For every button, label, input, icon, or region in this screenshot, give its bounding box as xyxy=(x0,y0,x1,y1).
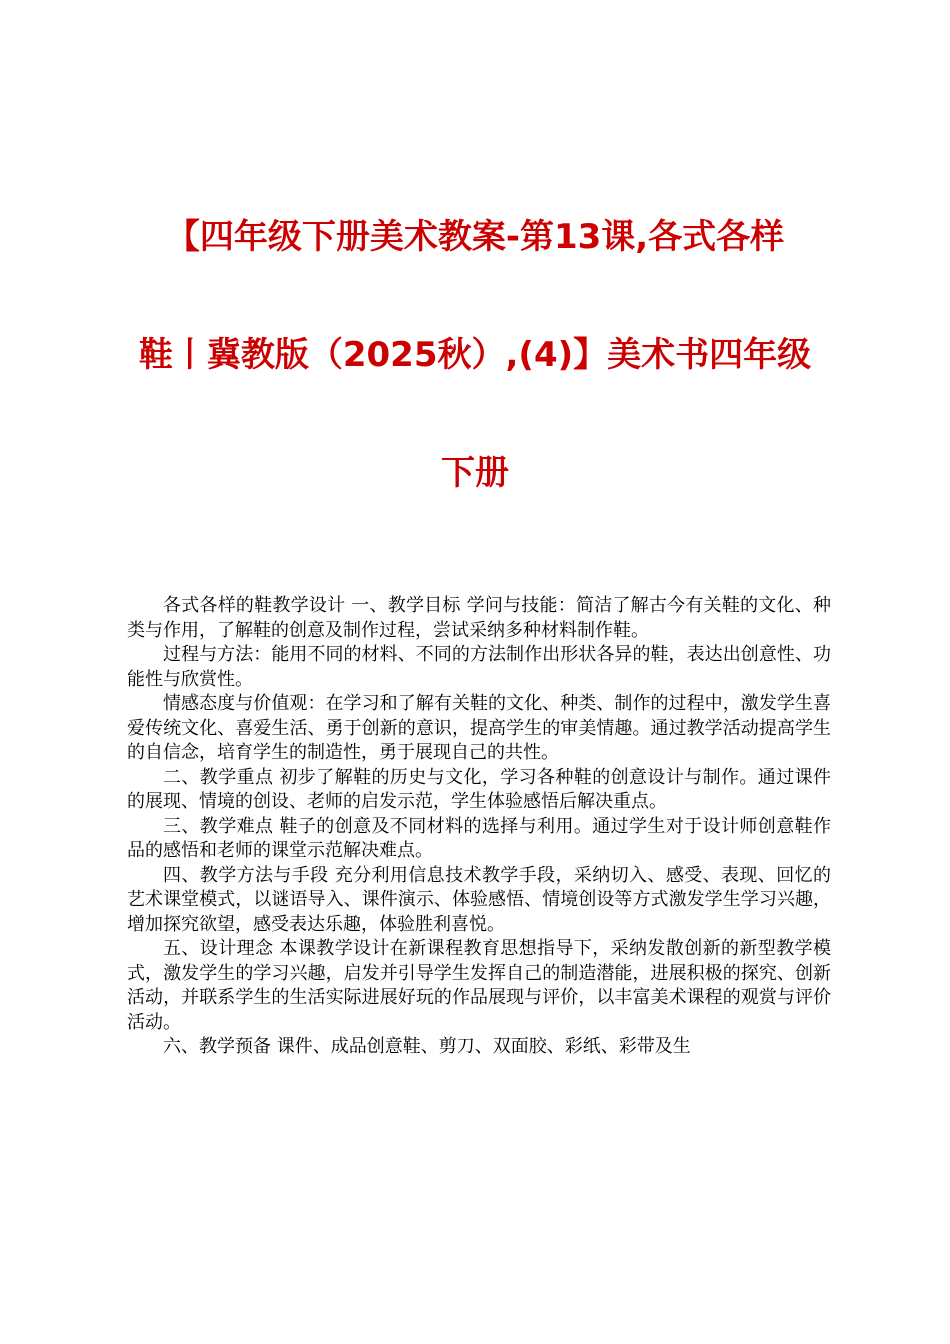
paragraph-process-method: 过程与方法：能用不同的材料、不同的方法制作出形状各异的鞋，表达出创意性、功能性与欣赏性。 xyxy=(127,644,831,690)
paragraph-emotion-values: 情感态度与价值观：在学习和了解有关鞋的文化、种类、制作的过程中，激发学生喜爱传统文化、喜爱生活、勇于创新的意识，提高学生的审美情趣。通过教学活动提高学生的自信念，培育学生的制造性，勇于展现自己的共性。 xyxy=(127,693,831,763)
title-line-1: 【四年级下册美术教案-第13课,各式各样 xyxy=(165,217,785,257)
paragraph-teaching-methods: 四、教学方法与手段 充分利用信息技术教学手段，采纳切入、感受、表现、回忆的艺术课堂模式，以谜语导入、课件演示、体验感悟、情境创设等方式激发学生学习兴趣，增加探究欲望，感受表达乐趣，体验胜利喜悦。 xyxy=(127,864,831,935)
title-line-3: 下册 xyxy=(441,453,509,493)
document-title xyxy=(100,178,850,532)
paragraph-teaching-difficulty: 三、教学难点 鞋子的创意及不同材料的选择与利用。通过学生对于设计师创意鞋作品的感悟和老师的课堂示范解决难点。 xyxy=(127,815,831,861)
paragraph-teaching-focus: 二、教学重点 初步了解鞋的历史与文化，学习各种鞋的创意设计与制作。通过课件的展现、情境的创设、老师的启发示范，学生体验感悟后解决重点。 xyxy=(127,766,831,812)
paragraph-design-concept: 五、设计理念 本课教学设计在新课程教育思想指导下，采纳发散创新的新型教学模式，激发学生的学习兴趣，启发并引导学生发挥自己的制造潜能，进展积极的探究、创新活动，并联系学生的生活实际进展好玩的作品展现与评价，以丰富美术课程的观赏与评价活动。 xyxy=(127,938,831,1033)
paragraph-teaching-objectives: 各式各样的鞋教学设计 一、教学目标 学问与技能：简洁了解古今有关鞋的文化、种类与作用，了解鞋的创意及制作过程，尝试采纳多种材料制作鞋。 xyxy=(127,595,831,641)
paragraph-teaching-preparation: 六、教学预备 课件、成品创意鞋、剪刀、双面胶、彩纸、彩带及生 xyxy=(163,1036,691,1057)
title-line-2: 鞋丨冀教版（2025秋）,(4)】美术书四年级 xyxy=(138,335,812,375)
document-body xyxy=(127,594,831,1060)
